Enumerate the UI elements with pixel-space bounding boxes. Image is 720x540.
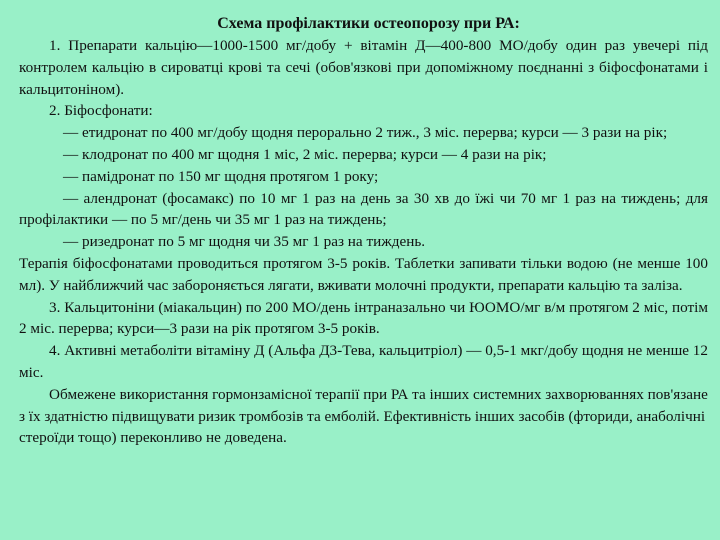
- paragraph-bisphosphonates-heading: 2. Біфосфонати:: [49, 102, 153, 120]
- list-item-risedronate: — ризедронат по 5 мг щодня чи 35 мг 1 раз на тиждень.: [63, 233, 426, 251]
- document-body: [19, 35, 708, 449]
- list-item-pamidronate: — памідронат по 150 мг щодня протягом 1 року;: [63, 167, 379, 185]
- paragraph-bisphosphonate-therapy: Терапія біфосфонатами проводиться протягом 3-5 років. Таблетки запивати тільки водою (не менше 100 мл). У найближчий час забороняється лягати, вживати молочні продукти, препарати кальцію та заліза.: [19, 254, 708, 294]
- paragraph-calcium: 1. Препарати кальцію—1000-1500 мг/добу + вітамін Д—400-800 МО/добу один раз увечері під контролем кальцію в сироватці крові та сечі (обов'язкові при допоміжному поєднанні з біфосфонатами і кальцитоніном).: [19, 37, 708, 98]
- paragraph-calcitonins: 3. Кальцитоніни (міакальцин) по 200 МО/день інтраназально чи ЮОМО/мг в/м протягом 2 міс, потім 2 міс. перерва; курси—3 рази на рік протягом 3-5 років.: [19, 298, 708, 338]
- list-item-clodronate: — клодронат по 400 мг щодня 1 міс, 2 міс. перерва; курси — 4 рази на рік;: [63, 145, 547, 163]
- paragraph-hormone-therapy: Обмежене використання гормонзамісної терапії при РА та інших системних захворюваннях пов'язане з їх здатністю підвищувати ризик тромбозів та емболій. Ефективність інших засобів (фториди, анаболічні стероїди тощо) переконливо не доведена.: [19, 385, 708, 447]
- document-title: Схема профілактики остеопорозу при РА:: [217, 15, 520, 32]
- list-item-alendronate: — алендронат (фосамакс) по 10 мг 1 раз на день за 30 хв до їжі чи 70 мг 1 раз на тиждень; для профілактики — по 5 мг/день чи 35 мг 1 раз на тиждень;: [19, 189, 708, 229]
- paragraph-vitamin-d-metabolites: 4. Активні метаболіти вітаміну Д (Альфа Д3-Тева, кальцитріол) — 0,5-1 мкг/добу щодня не менше 12 міс.: [19, 342, 708, 381]
- list-item-etidronate: — етидронат по 400 мг/добу щодня перорально 2 тиж., 3 міс. перерва; курси — 3 рази на рік;: [63, 124, 668, 142]
